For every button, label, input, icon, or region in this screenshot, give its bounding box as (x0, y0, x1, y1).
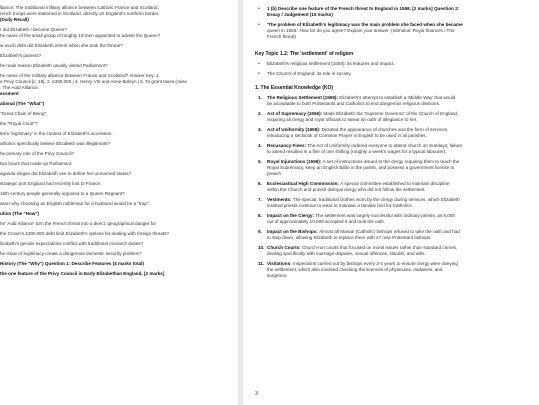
item-text: to attend resulted in a fine of one shilling (roughly a week's wages for a typical labourer). (267, 149, 447, 154)
left-page (0, 0, 238, 405)
item-text: Elizabeth's attempt to establish a 'Middle Way' that would (339, 95, 456, 100)
text-line: lliance: The traditional military alliance between Catholic France and Scotland, (0, 5, 159, 10)
item-line (267, 171, 525, 177)
item-text: within the Church and punish disloyal clergy who did not follow the settlement. (267, 187, 426, 192)
item-number: 1. (258, 95, 262, 100)
item-text: dealing specifically with marriage disputes, sexual offences, slander, and wills. (267, 251, 426, 256)
text-line: "Great Chain of Being". (0, 111, 48, 116)
item-text: Almost all Marian (Catholic) bishops refused to take the oath and had (319, 229, 460, 234)
item-line (267, 203, 525, 209)
text-line: Elizabeth's parents? (0, 53, 42, 58)
text-line: he name of the small group of roughly 19 men appointed to advise the Queen? (0, 33, 161, 38)
item-text: A special committee established to maintain discipline (340, 181, 450, 186)
text-line: e Privy Council [c. 19], 3. £300,000 | 4. Henry VIII and Anne Boleyn | 5. To grant taxes (raise (0, 79, 187, 84)
knowledge-item (255, 213, 525, 225)
question-bullets (255, 6, 525, 44)
question-line: • 1 (b) Describe one feature of the French threat to England in 1558. [2 marks] Question 2: (267, 6, 460, 11)
item-text: be acceptable to both Protestants and Catholics to end dangerous religious divisions. (267, 101, 441, 106)
item-text: requiring all clergy and royal officials to swear an oath of allegiance to her. (267, 117, 418, 122)
item-number: 10. (258, 245, 265, 250)
text-line: r did Elizabeth I become Queen? (0, 27, 67, 32)
text-line: essment (0, 91, 19, 96)
item-term: Visitations: (267, 261, 293, 266)
item-term: Royal Injunctions (1559): (267, 159, 323, 164)
topic-bullets (255, 61, 525, 81)
knowledge-item (255, 245, 525, 257)
item-term: The Religious Settlement (1559): (267, 95, 340, 100)
text-line: (Daily Recall) (0, 17, 29, 22)
text-line: the Crown's £300,000 debt limit Elizabeth's options for dealing with foreign threats? (0, 231, 170, 236)
page-number: 3 (255, 391, 258, 397)
right-page (243, 0, 539, 405)
item-line (267, 149, 525, 155)
item-number: 11. (258, 261, 265, 266)
knowledge-item (255, 143, 525, 155)
item-text: out of approximately 10,000 accepted it and took the oath. (267, 219, 386, 224)
item-term: Impact on the Bishops: (267, 229, 320, 234)
question-line: French threat) (267, 34, 296, 39)
left-page-content (0, 0, 238, 277)
text-line: History (The "Why") Question 1: Describe Features (4 marks total) (0, 261, 144, 266)
question-line: Essay / Judgement (16 marks) (267, 12, 333, 17)
item-text: to step down, allowing Elizabeth to replace them with 27 new Protestant bishops. (267, 235, 432, 240)
knowledge-item (255, 197, 525, 209)
text-line: strategic port England had recently lost to France. (0, 181, 102, 186)
item-text: Church-run courts that focused on moral issues rather than standard crimes, (301, 245, 458, 250)
section-heading: 1. The Essential Knowledge (KO) (255, 85, 334, 91)
item-number: 9. (258, 229, 262, 234)
text-line: w much debt did Elizabeth inherit when she took the throne? (0, 43, 123, 48)
right-page-content (255, 0, 525, 283)
item-number: 8. (258, 213, 262, 218)
item-term: Ecclesiastical High Commission: (267, 181, 341, 186)
text-line: the one feature of the Privy Council in Early Elizabethan England. [2 marks] (0, 271, 165, 276)
text-line: he name of the military alliance between France and Scotland? Answer Key: 1 (0, 73, 159, 78)
item-line (267, 219, 525, 225)
item-text: The settlement was largely successful with ordinary priests, as 8,000 (315, 213, 455, 218)
item-number: 5. (258, 159, 262, 164)
knowledge-item (255, 229, 525, 241)
item-text: insisted priests continue to wear to maintain a familiar feel for Catholics. (267, 203, 413, 208)
item-text: introducing a set Book of Common Prayer in English to be used in all parishes. (267, 133, 427, 138)
item-number: 3. (258, 127, 262, 132)
item-text: the settlement, which also involved checking the licences of physicians, midwives, and (267, 267, 443, 272)
knowledge-item (255, 159, 525, 177)
item-text: The Act of Uniformity ordered everyone to attend church on Sundays; failure (307, 143, 463, 148)
text-line: he 'Auld Alliance' turn the French threat into a direct, geographical danger for (0, 221, 156, 226)
text-line: he primary role of the Privy Council? (0, 151, 75, 156)
item-text: Royal Supremacy, keep an English Bible in the parish, and possess a government license to (267, 165, 455, 170)
item-line (267, 117, 525, 123)
text-line: rench troops were stationed in Scotland, directly on England's northern border. (0, 11, 160, 16)
item-line (267, 133, 525, 139)
question-line: queen in 1558.' How far do you agree? Explain your answer. (Stimulus: Royal finances / The (267, 28, 455, 33)
text-line: the "Royal Court"? (0, 121, 38, 126)
knowledge-list (255, 95, 525, 283)
item-number: 2. (258, 111, 262, 116)
text-line: lizabeth's gender expectations conflict with traditional monarch duties? (0, 241, 144, 246)
item-term: Church Courts: (267, 245, 302, 250)
item-text: preach. (267, 171, 283, 176)
knowledge-item (255, 95, 525, 107)
text-line: he issue of legitimacy create a dangerous domestic security problem? (0, 251, 142, 256)
item-term: Recusancy Fines: (267, 143, 308, 148)
question-item (255, 22, 525, 40)
knowledge-item (255, 111, 525, 123)
question-line: • 'The problem of Elizabeth's legitimacy was the main problem she faced when she became (267, 22, 463, 27)
item-term: Act of Uniformity (1559): (267, 127, 322, 132)
item-number: 6. (258, 181, 262, 186)
topic-bullet (255, 71, 525, 77)
item-line (267, 273, 525, 279)
question-item (255, 6, 525, 18)
text-line: two hours that made up Parliament. (0, 161, 73, 166)
text-line: 16th-century people generally opposed to a Queen Regnant? (0, 191, 125, 196)
item-term: Vestments: (267, 197, 293, 202)
item-term: Impact on the Clergy: (267, 213, 316, 218)
text-line: ason why choosing an English nobleman for a husband would be a "trap". (0, 201, 150, 206)
topic-bullet (255, 61, 525, 67)
text-line: ational (The "What") (0, 101, 45, 106)
topic-bullet-text: • Elizabeth's religious settlement (1559): its features and impact. (267, 61, 395, 66)
text-line: ution (The "How") (0, 211, 40, 216)
knowledge-item (255, 181, 525, 193)
text-line: he main reason Elizabeth usually visited Parliament? (0, 63, 108, 68)
knowledge-item (255, 261, 525, 279)
text-line: aganda slogan did Elizabeth use to define her unmarried status? (0, 171, 132, 176)
item-line (267, 235, 525, 241)
item-line (267, 187, 525, 193)
text-line: atholics specifically believe Elizabeth was illegitimate? (0, 141, 111, 146)
topic-heading: Key Topic 1.2: The 'settlement' of religion (255, 51, 354, 57)
item-number: 7. (258, 197, 262, 202)
item-text: Inspections carried out by bishops every 3-4 years to ensure clergy were obeying (292, 261, 458, 266)
item-number: 4. (258, 143, 262, 148)
item-text: The special, traditional clothes worn by the clergy during services, which Elizabeth (292, 197, 460, 202)
item-text: Made Elizabeth the 'Supreme Governor' of the Church of England, (323, 111, 459, 116)
topic-bullet-text: • The Church of England: its role in society. (267, 71, 352, 76)
item-gap (255, 279, 525, 283)
text-line: . The Auld Alliance. (0, 85, 39, 90)
item-text: Dictated the appearance of churches and the form of services, (321, 127, 449, 132)
item-term: Act of Supremacy (1559): (267, 111, 324, 116)
text-line: term 'legitimacy' in the context of Elizabeth's accession. (0, 131, 113, 136)
item-text: A set of instructions issued to the clergy requiring them to teach the (322, 159, 460, 164)
knowledge-item (255, 127, 525, 139)
item-line (267, 251, 525, 257)
item-text: surgeons. (267, 273, 288, 278)
item-line (267, 101, 525, 107)
